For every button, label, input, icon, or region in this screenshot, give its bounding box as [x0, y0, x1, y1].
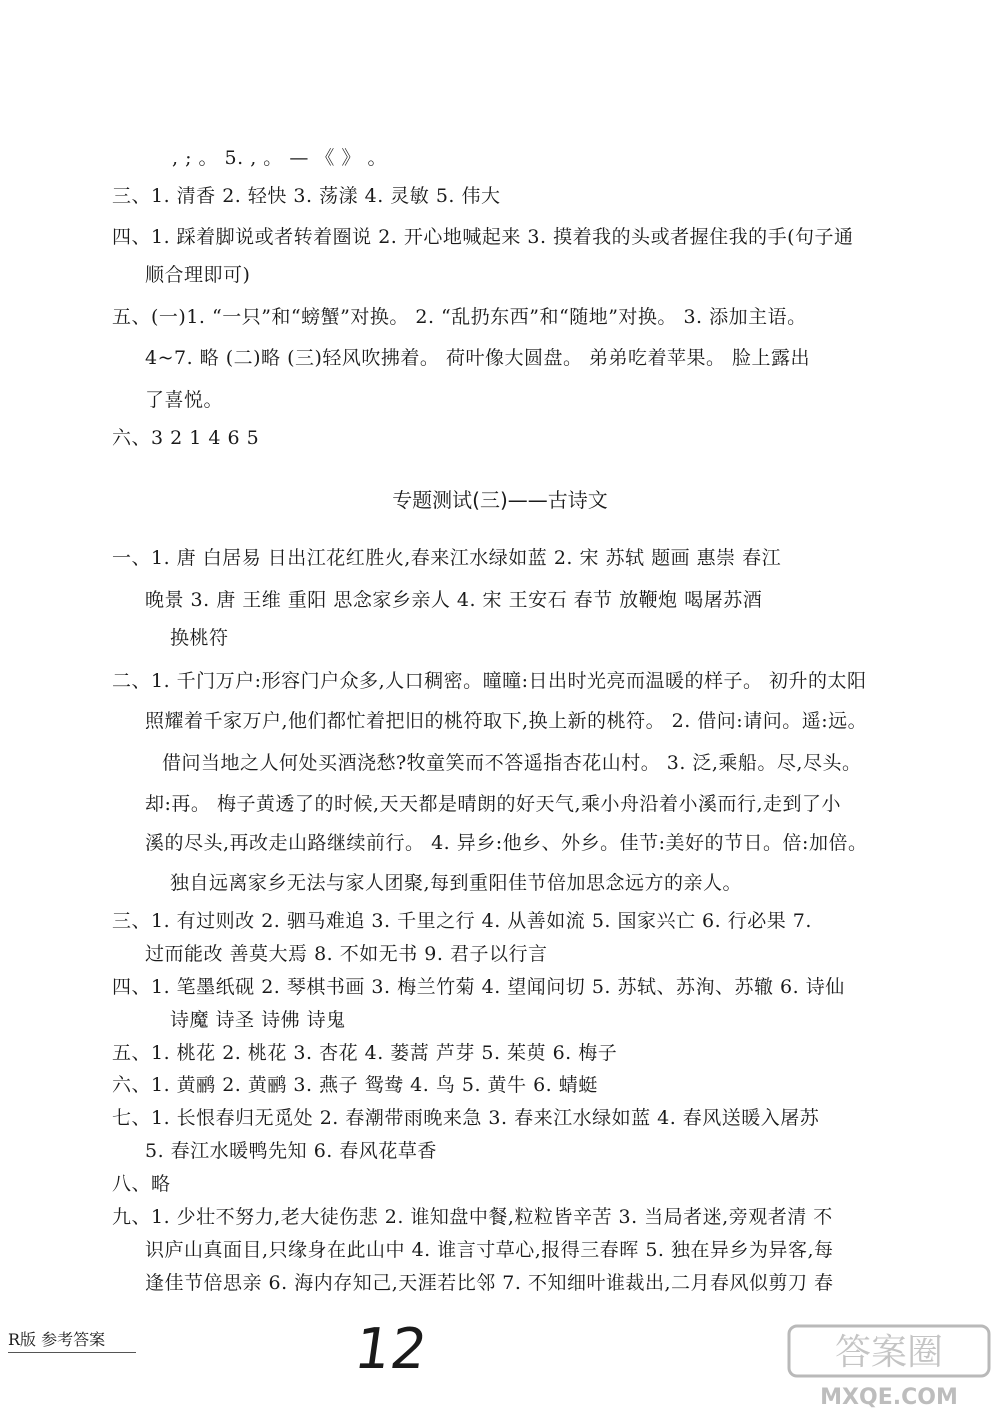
- footer-edition-label: R版 参考答案: [8, 1330, 106, 1349]
- watermark-url: MXQE.COM: [820, 1385, 958, 1410]
- text-line: 九、1. 少壮不努力,老大徒伤悲 2. 谁知盘中餐,粒粒皆辛苦 3. 当局者迷,旁观者清 不: [112, 1206, 833, 1228]
- text-line: 借问当地之人何处买酒浇愁?牧童笑而不答遥指杏花山村。 3. 泛,乘船。尽,尽头。: [162, 752, 862, 774]
- text-line: 晚景 3. 唐 王维 重阳 思念家乡亲人 4. 宋 王安石 春节 放鞭炮 喝屠苏酒: [145, 589, 763, 611]
- text-line: 六、3 2 1 4 6 5: [112, 427, 260, 449]
- text-line: 换桃符: [170, 627, 229, 649]
- text-line: 照耀着千家万户,他们都忙着把旧的桃符取下,换上新的桃符。 2. 借问:请问。遥:远。: [145, 710, 868, 732]
- text-line: 三、1. 清香 2. 轻快 3. 荡漾 4. 灵敏 5. 伟大: [112, 185, 501, 207]
- text-line: 七、1. 长恨春归无觅处 2. 春潮带雨晚来急 3. 春来江水绿如蓝 4. 春风送暖入屠苏: [112, 1107, 820, 1129]
- handwritten-page-number: 12: [350, 1317, 431, 1382]
- text-line: 却:再。 梅子黄透了的时候,天天都是晴朗的好天气,乘小舟沿着小溪而行,走到了小: [145, 793, 842, 815]
- section-title: 专题测试(三)——古诗文: [392, 488, 608, 512]
- watermark-logo: [785, 1320, 995, 1410]
- text-line: 了喜悦。: [145, 389, 224, 411]
- text-line: 诗魔 诗圣 诗佛 诗鬼: [170, 1009, 346, 1031]
- watermark-logo-text: 答案圈: [834, 1332, 944, 1373]
- text-line: 独自远离家乡无法与家人团聚,每到重阳佳节倍加思念远方的亲人。: [170, 872, 743, 894]
- text-line: 溪的尽头,再改走山路继续前行。 4. 异乡:他乡、外乡。佳节:美好的节日。倍:加倍。: [145, 832, 868, 854]
- text-line: 五、1. 桃花 2. 桃花 3. 杏花 4. 蒌蒿 芦芽 5. 茱萸 6. 梅子: [112, 1042, 618, 1064]
- text-line: 逢佳节倍思亲 6. 海内存知己,天涯若比邻 7. 不知细叶谁裁出,二月春风似剪刀 春: [145, 1272, 834, 1294]
- text-line: 三、1. 有过则改 2. 驷马难追 3. 千里之行 4. 从善如流 5. 国家兴亡 6. 行必果 7.: [112, 910, 812, 932]
- text-line: 五、(一)1. “一只”和“螃蟹”对换。 2. “乱扔东西”和“随地”对换。 3. 添加主语。: [112, 306, 807, 328]
- footer-divider: [8, 1352, 136, 1353]
- text-line: 二、1. 千门万户:形容门户众多,人口稠密。曈曈:日出时光亮而温暖的样子。 初升的太阳: [112, 670, 867, 692]
- text-line: , ; 。 5. , 。 — 《 》 。: [172, 147, 387, 169]
- text-line: 八、略: [112, 1173, 171, 1195]
- text-line: 4~7. 略 (二)略 (三)轻风吹拂着。 荷叶像大圆盘。 弟弟吃着苹果。 脸上露出: [145, 347, 811, 369]
- text-line: 顺合理即可): [145, 264, 251, 286]
- text-line: 一、1. 唐 白居易 日出江花红胜火,春来江水绿如蓝 2. 宋 苏轼 题画 惠崇 春江: [112, 547, 782, 569]
- text-line: 5. 春江水暖鸭先知 6. 春风花草香: [145, 1140, 437, 1162]
- text-line: 六、1. 黄鹂 2. 黄鹂 3. 燕子 鸳鸯 4. 鸟 5. 黄牛 6. 蜻蜓: [112, 1074, 598, 1096]
- text-line: 识庐山真面目,只缘身在此山中 4. 谁言寸草心,报得三春晖 5. 独在异乡为异客,每: [145, 1239, 834, 1261]
- text-line: 过而能改 善莫大焉 8. 不如无书 9. 君子以行言: [145, 943, 548, 965]
- text-line: 四、1. 笔墨纸砚 2. 琴棋书画 3. 梅兰竹菊 4. 望闻问切 5. 苏轼、苏洵、苏辙 6. 诗仙: [112, 976, 845, 998]
- text-line: 四、1. 踩着脚说或者转着圈说 2. 开心地喊起来 3. 摸着我的头或者握住我的手(句子通: [112, 226, 854, 248]
